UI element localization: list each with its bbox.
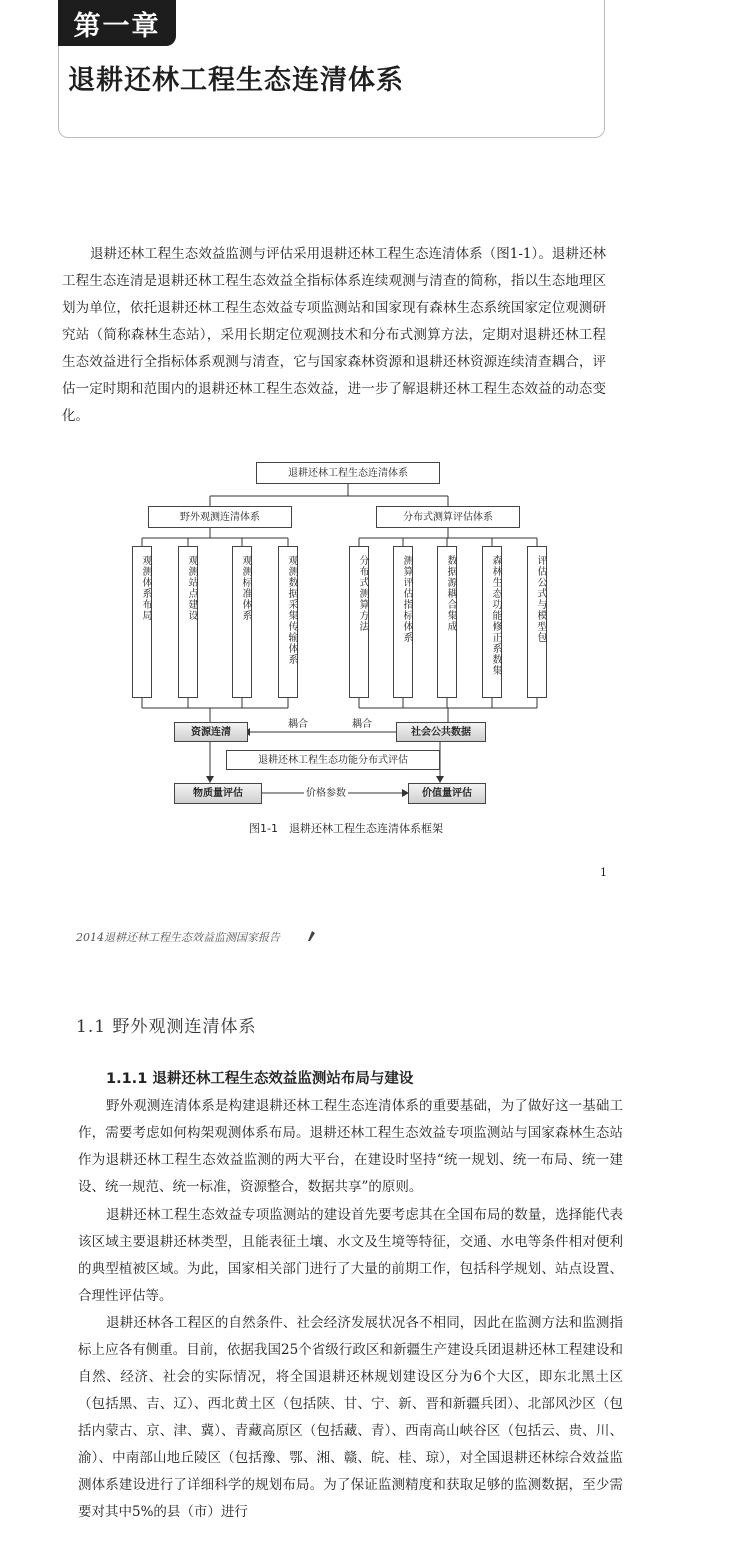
body-paragraph: 野外观测连清体系是构建退耕还林工程生态连清体系的重要基础，为了做好这一基础工作，需要考虑如何构架观测体系布局。退耕还林工程生态效益专项监测站与国家森林生态站作为退耕还林工程生态效益监测的两大平台，在建设时坚持“统一规划、统一布局、统一建设、统一规范、统一标准，资源整合，数据共享”的原则。: [78, 1098, 623, 1195]
physical-eval-box: 物质量评估: [174, 783, 262, 804]
public-data-box: 社会公共数据: [396, 722, 486, 742]
right-item-box: 分布式测算方法: [349, 546, 369, 698]
body-paragraph: 退耕还林工程生态效益专项监测站的建设首先要考虑其在全国布局的数量，选择能代表该区域主要退耕还林类型，且能表征土壤、水文及生境等特征，交通、水电等条件相对便利的典型植被区域。为此，国家相关部门进行了大量的前期工作，包括科学规划、站点设置、合理性评估等。: [78, 1207, 623, 1304]
pen-icon: [306, 930, 318, 942]
figure-caption: 图1-1 退耕还林工程生态连清体系框架: [249, 822, 443, 835]
root-box: 退耕还林工程生态连清体系: [256, 462, 440, 484]
price-param-label: 价格参数: [304, 784, 348, 799]
framework-figure: [128, 456, 568, 846]
running-head: 2014退耕还林工程生态效益监测国家报告: [76, 931, 280, 944]
left-item-box: 观测站点建设: [178, 546, 198, 698]
left-branch-box: 野外观测连清体系: [148, 506, 292, 528]
coupling-label: 耦合: [286, 715, 310, 730]
subsection-heading: 1.1.1 退耕还林工程生态效益监测站布局与建设: [106, 1071, 414, 1087]
right-item-box: 测算评估指标体系: [393, 546, 413, 698]
right-branch-box: 分布式测算评估体系: [376, 506, 520, 528]
page-number: 1: [600, 866, 607, 879]
body-paragraph: 退耕还林各工程区的自然条件、社会经济发展状况各不相同，因此在监测方法和监测指标上应各有侧重。目前，依据我国25个省级行政区和新疆生产建设兵团退耕还林工程建设和自然、经济、社会的实际情况，将全国退耕还林规划建设区分为6个大区，即东北黑土区（包括黑、吉、辽）、西北黄土区（包括陕、甘、宁、新、晋和新疆兵团）、北部风沙区（包括内蒙古、京、津、冀）、青藏高原区（包括藏、青）、西南高山峡谷区（包括云、贵、川、渝）、中南部山地丘陵区（包括豫、鄂、湘、赣、皖、桂、琼），对全国退耕还林综合效益监测体系建设进行了详细科学的规划布局。为了保证监测精度和获取足够的监测数据，至少需要对其中5%的县（市）进行: [78, 1315, 623, 1520]
chapter-tab: 第一章: [58, 0, 176, 46]
right-item-box: 评估公式与模型包: [527, 546, 547, 698]
right-item-box: 数据源耦合集成: [437, 546, 457, 698]
left-item-box: 观测数据采集传输体系: [278, 546, 298, 698]
section-heading: 1.1 野外观测连清体系: [76, 1017, 257, 1037]
left-item-box: 观测体系布局: [132, 546, 152, 698]
chapter-title: 退耕还林工程生态连清体系: [68, 65, 404, 96]
intro-paragraph: 退耕还林工程生态效益监测与评估采用退耕还林工程生态连清体系（图1-1）。退耕还林工程生态连清是退耕还林工程生态效益全指标体系连续观测与清查的简称，指以生态地理区划为单位，依托退耕还林工程生态效益专项监测站和国家现有森林生态系统国家定位观测研究站（简称森林生态站），采用长期定位观测技术和分布式测算方法，定期对退耕还林工程生态效益进行全指标体系观测与清查，它与国家森林资源和退耕还林资源连续清查耦合，评估一定时期和范围内的退耕还林工程生态效益，进一步了解退耕还林工程生态效益的动态变化。: [62, 246, 606, 424]
distributed-eval-box: 退耕还林工程生态功能分布式评估: [226, 750, 440, 770]
coupling-label: 耦合: [350, 715, 374, 730]
right-item-box: 森林生态功能修正系数集: [482, 546, 502, 698]
left-item-box: 观测标准体系: [232, 546, 252, 698]
value-eval-box: 价值量评估: [408, 783, 486, 804]
resource-box: 资源连清: [174, 722, 248, 742]
